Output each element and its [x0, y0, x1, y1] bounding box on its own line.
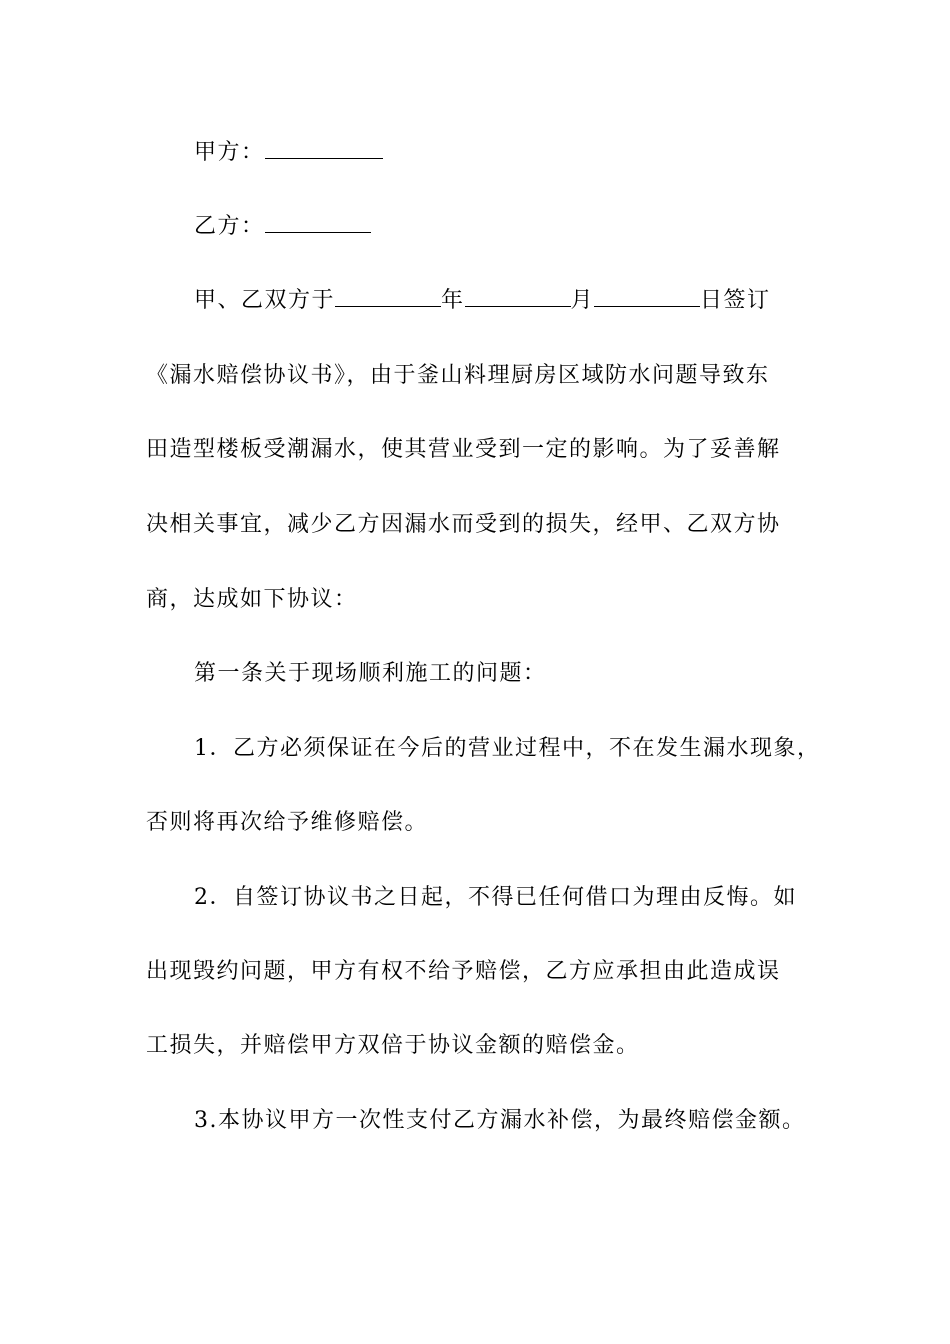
party-a-label: 甲方： [194, 140, 265, 165]
party-b-blank [265, 212, 371, 233]
intro-line-1 [194, 286, 771, 316]
day-blank [594, 286, 700, 307]
article1-title: 第一条关于现场顺利施工的问题： [194, 661, 547, 686]
item2-line-1: 2．自签订协议书之日起，不得已任何借口为理由反悔。如 [194, 885, 797, 910]
year-blank [335, 286, 441, 307]
party-b-label: 乙方： [194, 214, 265, 239]
party-a-line [194, 138, 383, 168]
item2-line-2: 出现毁约问题，甲方有权不给予赔偿，乙方应承担由此造成误 [146, 959, 781, 984]
item2-line-3: 工损失，并赔偿甲方双倍于协议金额的赔偿金。 [146, 1033, 640, 1058]
party-a-blank [265, 138, 383, 159]
intro-line-5: 商，达成如下协议： [146, 587, 358, 612]
intro-year: 年 [441, 288, 465, 313]
party-b-line [194, 212, 371, 242]
intro-prefix: 甲、乙双方于 [194, 288, 336, 313]
intro-month: 月 [570, 288, 595, 313]
intro-line-3: 田造型楼板受潮漏水，使其营业受到一定的影响。为了妥善解 [146, 437, 781, 462]
intro-line-2: 《漏水赔偿协议书》，由于釜山料理厨房区域防水问题导致东 [146, 363, 770, 388]
item1-line-1: 1．乙方必须保证在今后的营业过程中，不在发生漏水现象， [194, 736, 821, 761]
month-blank [465, 286, 571, 307]
item1-line-2: 否则将再次给予维修赔偿。 [146, 810, 429, 835]
item3-line: 3.本协议甲方一次性支付乙方漏水补偿，为最终赔偿金额。 [194, 1108, 806, 1133]
intro-day-sign: 日签订 [700, 288, 771, 313]
intro-line-4: 决相关事宜，减少乙方因漏水而受到的损失，经甲、乙双方协 [146, 512, 781, 537]
